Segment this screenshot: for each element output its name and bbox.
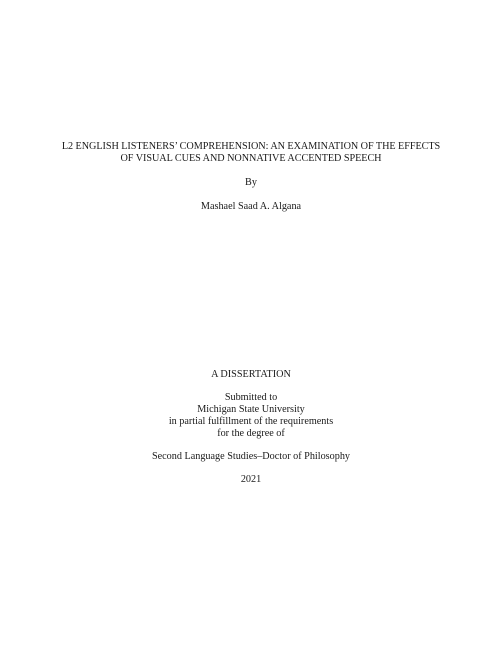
dissertation-title-line-1: L2 ENGLISH LISTENERS’ COMPREHENSION: AN EXAMINATION OF THE EFFECTS (61, 141, 441, 152)
document-type: A DISSERTATION (211, 369, 291, 380)
fulfillment-statement: in partial fulfillment of the requirements (168, 416, 334, 427)
author-name: Mashael Saad A. Algana (200, 201, 302, 212)
dissertation-title-line-2: OF VISUAL CUES AND NONNATIVE ACCENTED SPEECH (120, 153, 382, 164)
degree-name: Second Language Studies–Doctor of Philosophy (151, 451, 351, 462)
university-name: Michigan State University (197, 404, 305, 415)
year: 2021 (240, 474, 262, 485)
by-label: By (245, 177, 257, 188)
submitted-to: Submitted to (224, 392, 278, 403)
degree-intro: for the degree of (217, 428, 285, 439)
